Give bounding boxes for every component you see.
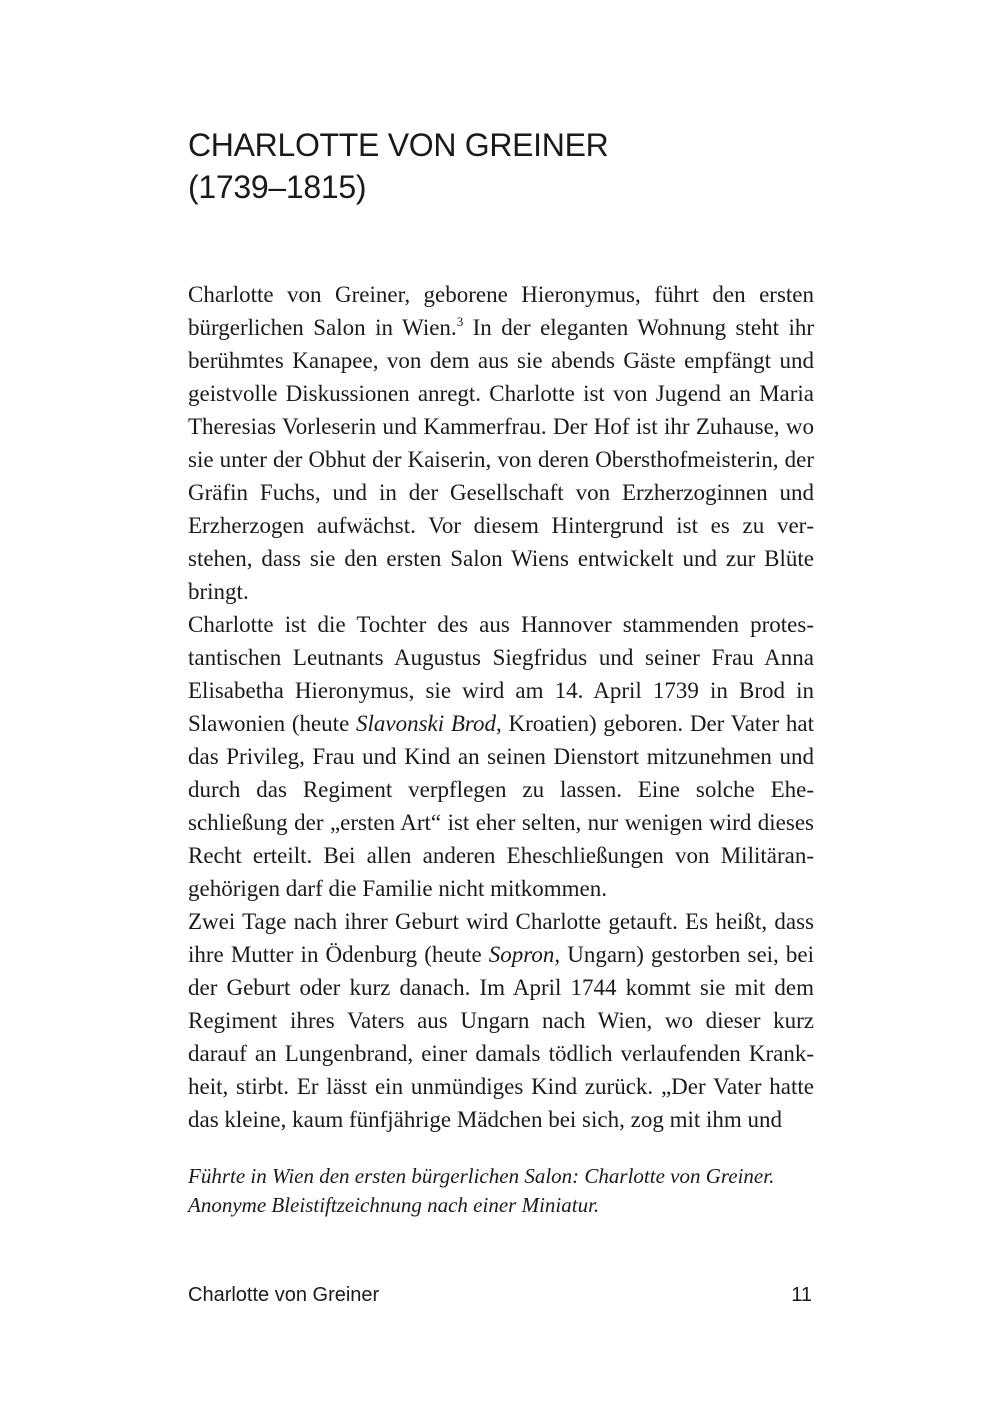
paragraph-2-text-b: , Kroatien) geboren. Der Vater hat das Privileg, Frau und Kind an seinen Dienstort mitzunehmen und durch das Regiment verpflegen zu lassen. Eine solche Eheschließung der „ersten Art“ ist eher selten, nur wenigen wird dieses Recht erteilt. Bei allen anderen Eheschließungen von Militärangehörigen darf die Familie nicht mitkommen. xyxy=(188,711,814,901)
body-text xyxy=(188,278,814,1136)
chapter-title-dates: (1739–1815) xyxy=(188,169,367,205)
paragraph-3 xyxy=(188,905,814,1136)
chapter-title xyxy=(188,124,828,208)
paragraph-1 xyxy=(188,278,814,608)
footnote-marker: 3 xyxy=(456,314,464,329)
paragraph-3-text-b: , Ungarn) gestorben sei, bei der Geburt oder kurz danach. Im April 1744 kommt sie mit dem Regiment ihres Vaters aus Ungarn nach Wien, wo dieser kurz darauf an Lungenbrand, einer damals tödlich verlaufenden Krankheit, stirbt. Er lässt ein unmündiges Kind zurück. „Der Vater hatte das kleine, kaum fünfjährige Mädchen bei sich, zog mit ihm und xyxy=(188,942,814,1132)
caption-line-2: Anonyme Bleistiftzeichnung nach einer Miniatur. xyxy=(188,1193,600,1217)
chapter-title-name: CHARLOTTE VON GREINER xyxy=(188,127,609,163)
running-footer-title: Charlotte von Greiner xyxy=(188,1284,380,1306)
paragraph-2 xyxy=(188,608,814,905)
page-number: 11 xyxy=(791,1284,812,1306)
paragraph-1-text-b: In der eleganten Wohnung steht ihr berühmtes Kanapee, von dem aus sie abends Gäste empfängt und geistvolle Diskussionen anregt. Charlotte ist von Jugend an Maria Theresias Vorleserin und Kammerfrau. Der Hof ist ihr Zuhause, wo sie unter der Obhut der Kaiserin, von deren Obersthofmeisterin, der Gräfin Fuchs, und in der Gesellschaft von Erzherzoginnen und Erzherzogen aufwächst. Vor diesem Hintergrund ist es zu verstehen, dass sie den ersten Salon Wiens entwickelt und zur Blüte bringt. xyxy=(188,315,814,604)
caption-line-1: Führte in Wien den ersten bürgerlichen Salon: Charlotte von Greiner. xyxy=(188,1164,775,1188)
paragraph-2-text-a: Charlotte ist die Tochter des aus Hannover stammenden protestantischen Leutnants Augustus Siegfridus und seiner Frau Anna Elisabetha Hieronymus, sie wird am 14. April 1739 in Brod in Slawonien (heute xyxy=(188,612,814,736)
paragraph-3-text-a: Zwei Tage nach ihrer Geburt wird Charlotte getauft. Es heißt, dass ihre Mutter in Ödenburg (heute xyxy=(188,909,814,967)
paragraph-2-italic-place: Slavonski Brod xyxy=(356,711,497,736)
paragraph-3-italic-place: Sopron xyxy=(488,942,555,967)
image-caption xyxy=(188,1162,828,1220)
paragraph-1-text-a: Charlotte von Greiner, geborene Hieronymus, führt den ersten bürgerlichen Salon in Wien. xyxy=(188,282,814,340)
